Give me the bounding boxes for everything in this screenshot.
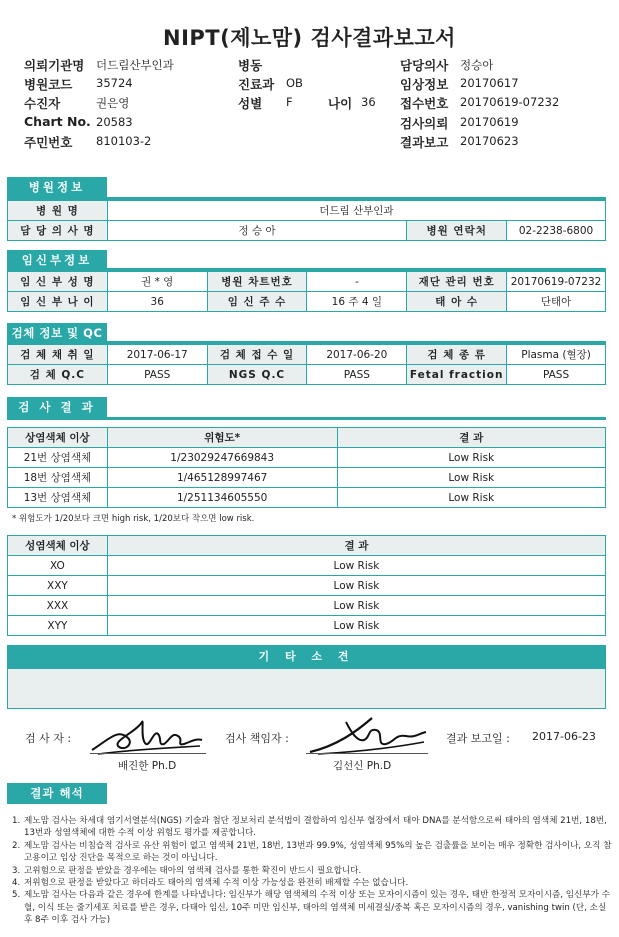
table-row — [8, 556, 606, 576]
sex-chrom-result: Low Risk — [107, 576, 605, 596]
hospital-label: 의뢰기관명 — [24, 58, 85, 73]
gestation-weeks-value: 16 주 4 일 — [307, 292, 407, 312]
hospital-chart-label: 병원 차트번호 — [207, 272, 307, 292]
item-number: 2. — [12, 840, 21, 851]
report-date-sign-label: 결과 보고일 : — [446, 732, 510, 745]
chromosome-name: 13번 상염색체 — [8, 488, 108, 508]
receipt-label: 접수번호 — [400, 96, 449, 111]
age-label: 나이 — [328, 96, 353, 111]
pregnant-name-value: 권 * 영 — [107, 272, 207, 292]
interpretation-section-tab: 결과 해석 — [7, 783, 107, 804]
clinical-label: 임상정보 — [400, 77, 449, 92]
misc-remarks-header: 기 타 소 견 — [7, 645, 606, 669]
list-item — [12, 877, 612, 889]
table-row — [8, 616, 606, 636]
collect-date-value: 2017-06-17 — [107, 345, 207, 365]
misc-remarks-body — [7, 669, 606, 709]
contact-value: 02-2238-6800 — [507, 221, 606, 241]
pregnant-info-section-tab: 임신부정보 — [7, 250, 107, 271]
hospital-name-value: 더드림 산부인과 — [107, 201, 605, 221]
list-item — [12, 840, 612, 865]
result-value: Low Risk — [337, 448, 605, 468]
ward-label: 병동 — [238, 58, 263, 73]
chromosome-name: 21번 상염색체 — [8, 448, 108, 468]
tester-name: 배진한 Ph.D — [118, 760, 177, 772]
hospital-info-table — [7, 200, 606, 241]
patient-value: 권은영 — [96, 96, 130, 110]
risk-footnote: * 위험도가 1/20보다 크면 high risk, 1/20보다 작으면 low risk. — [12, 514, 255, 524]
clinical-value: 20170617 — [460, 76, 519, 90]
sex-chrom-result: Low Risk — [107, 616, 605, 636]
result-value: Low Risk — [337, 468, 605, 488]
risk-value: 1/465128997467 — [107, 468, 337, 488]
sex-value: F — [286, 95, 293, 109]
doctor-name-value: 정 승 아 — [107, 221, 406, 241]
sex-chrom-name: XYY — [8, 616, 108, 636]
list-item — [12, 865, 612, 877]
report-title: NIPT(제노맘) 검사결과보고서 — [163, 26, 456, 50]
hospital-info-section-tab: 병원정보 — [7, 177, 107, 198]
chart-no-label: Chart No. — [24, 114, 91, 129]
receive-date-label: 검 체 접 수 일 — [207, 345, 307, 365]
sex-chrom-result: Low Risk — [107, 556, 605, 576]
risk-value: 1/23029247669843 — [107, 448, 337, 468]
table-row — [8, 596, 606, 616]
report-date-label: 결과보고 — [400, 135, 449, 150]
dept-label: 진료과 — [238, 77, 275, 92]
risk-value: 1/251134605550 — [107, 488, 337, 508]
fetal-fraction-label: Fetal fraction — [407, 365, 507, 385]
result-col-header: 결 과 — [337, 428, 605, 448]
ngs-qc-label: NGS Q.C — [207, 365, 307, 385]
interpretation-list — [12, 815, 612, 927]
pregnant-age-label: 임 신 부 나 이 — [8, 292, 108, 312]
sex-result-col-header: 결 과 — [107, 536, 605, 556]
ngs-qc-value: PASS — [307, 365, 407, 385]
patient-label: 수진자 — [24, 96, 61, 111]
hospital-chart-value: - — [307, 272, 407, 292]
gestation-weeks-label: 임 신 주 수 — [207, 292, 307, 312]
doctor-value: 정승아 — [460, 58, 494, 72]
result-value: Low Risk — [337, 488, 605, 508]
manager-label: 검사 책임자 : — [225, 732, 289, 745]
item-number: 4. — [12, 878, 21, 889]
foundation-no-value: 20170619-07232 — [507, 272, 606, 292]
doctor-label: 담당의사 — [400, 58, 449, 73]
table-row — [8, 448, 606, 468]
sex-chromosome-table — [7, 535, 606, 636]
manager-signature-icon — [306, 712, 430, 758]
chart-no-value: 20583 — [96, 115, 133, 129]
table-row — [8, 468, 606, 488]
item-text: 제노맘 검사는 차세대 염기서열분석(NGS) 기술과 첨단 정보처리 분석법이 결합하여 임신부 혈장에서 태아 DNA를 분석함으로써 태아의 염색체 21번, 18번, 13번과 성염색체에 대한 수적 이상 위험도 평가를 제공합니다. — [24, 816, 607, 839]
section-divider — [7, 417, 606, 420]
item-number: 5. — [12, 890, 21, 901]
pregnant-name-label: 임 신 부 성 명 — [8, 272, 108, 292]
autosome-results-table — [7, 427, 606, 508]
results-section-tab: 검 사 결 과 — [7, 397, 107, 418]
hospital-code-value: 35724 — [96, 76, 133, 90]
pregnant-info-table — [7, 271, 606, 312]
item-text: 고위험으로 판정을 받았을 경우에는 태아의 염색체 검사를 통한 확진이 반드시 필요합니다. — [24, 865, 362, 876]
foundation-no-label: 재단 관리 번호 — [407, 272, 507, 292]
item-number: 3. — [12, 865, 21, 876]
tester-signature-icon — [88, 710, 206, 758]
hospital-name-label: 병 원 명 — [8, 201, 108, 221]
tester-label: 검 사 자 : — [25, 732, 72, 745]
manager-name: 김선신 Ph.D — [333, 760, 392, 772]
age-value: 36 — [361, 95, 376, 109]
receipt-value: 20170619-07232 — [460, 95, 560, 109]
sex-chrom-result: Low Risk — [107, 596, 605, 616]
fetal-fraction-value: PASS — [507, 365, 606, 385]
specimen-qc-label: 검 체 Q.C — [8, 365, 108, 385]
dept-value: OB — [286, 76, 303, 90]
contact-label: 병원 연락처 — [407, 221, 507, 241]
pregnant-age-value: 36 — [107, 292, 207, 312]
item-text: 저위험으로 판정을 받았다고 하더라도 태아의 염색체 수적 이상 가능성을 완전히 배제할 수는 없습니다. — [24, 878, 409, 889]
receive-date-value: 2017-06-20 — [307, 345, 407, 365]
specimen-type-label: 검 체 종 류 — [407, 345, 507, 365]
specimen-type-value: Plasma (혈장) — [507, 345, 606, 365]
item-number: 1. — [12, 816, 21, 826]
rrn-value: 810103-2 — [96, 134, 152, 148]
specimen-section-tab: 검체 정보 및 QC — [7, 323, 107, 344]
request-label: 검사의뢰 — [400, 116, 449, 131]
sex-chrom-name: XXY — [8, 576, 108, 596]
sex-chrom-col-header: 성염색체 이상 — [8, 536, 108, 556]
sex-chrom-name: XXX — [8, 596, 108, 616]
item-text: 제노맘 검사는 비침습적 검사로 유산 위험이 없고 염색체 21번, 18번, 13번과 99.9%, 성염색체 95%의 높은 검출률을 보이는 매우 정확한 검사이나, 오직 참고용이고 임상 진단을 목적으로 하는 것이 아닙니다. — [24, 840, 612, 864]
collect-date-label: 검 체 채 취 일 — [8, 345, 108, 365]
table-row — [8, 576, 606, 596]
report-date-value: 20170623 — [460, 134, 519, 148]
sex-chrom-name: XO — [8, 556, 108, 576]
risk-col-header: 위험도* — [107, 428, 337, 448]
list-item — [12, 815, 612, 840]
hospital-code-label: 병원코드 — [24, 77, 73, 92]
fetus-count-value: 단태아 — [507, 292, 606, 312]
table-row — [8, 488, 606, 508]
manager-signature-line — [306, 753, 428, 754]
sex-label: 성별 — [238, 96, 263, 111]
chromosome-name: 18번 상염색체 — [8, 468, 108, 488]
fetus-count-label: 태 아 수 — [407, 292, 507, 312]
doctor-name-label: 담 당 의 사 명 — [8, 221, 108, 241]
autosome-col-header: 상염색체 이상 — [8, 428, 108, 448]
specimen-table — [7, 344, 606, 385]
rrn-label: 주민번호 — [24, 135, 73, 150]
request-value: 20170619 — [460, 115, 519, 129]
hospital-value: 더드림산부인과 — [96, 58, 174, 72]
tester-signature-line — [90, 753, 206, 754]
report-date-sign-value: 2017-06-23 — [532, 730, 596, 743]
list-item — [12, 889, 612, 926]
item-text: 제노맘 검사는 다음과 같은 경우에 한계를 나타냅니다: 임신부가 해당 염색체의 수적 이상 또는 모자이시즘이 있는 경우, 태반 한정적 모자이시즘, 임신부가 수혈, 이식 또는 줄기세포 치료를 받은 경우, 다태아 임신, 10주 미만 임신부, 태아의 염색체 미세결실/중복 혹은 모자이시즘의 경우, vanishing twin (단, 소실 후 8주 이후 검사 가능) — [24, 890, 610, 926]
specimen-qc-value: PASS — [107, 365, 207, 385]
